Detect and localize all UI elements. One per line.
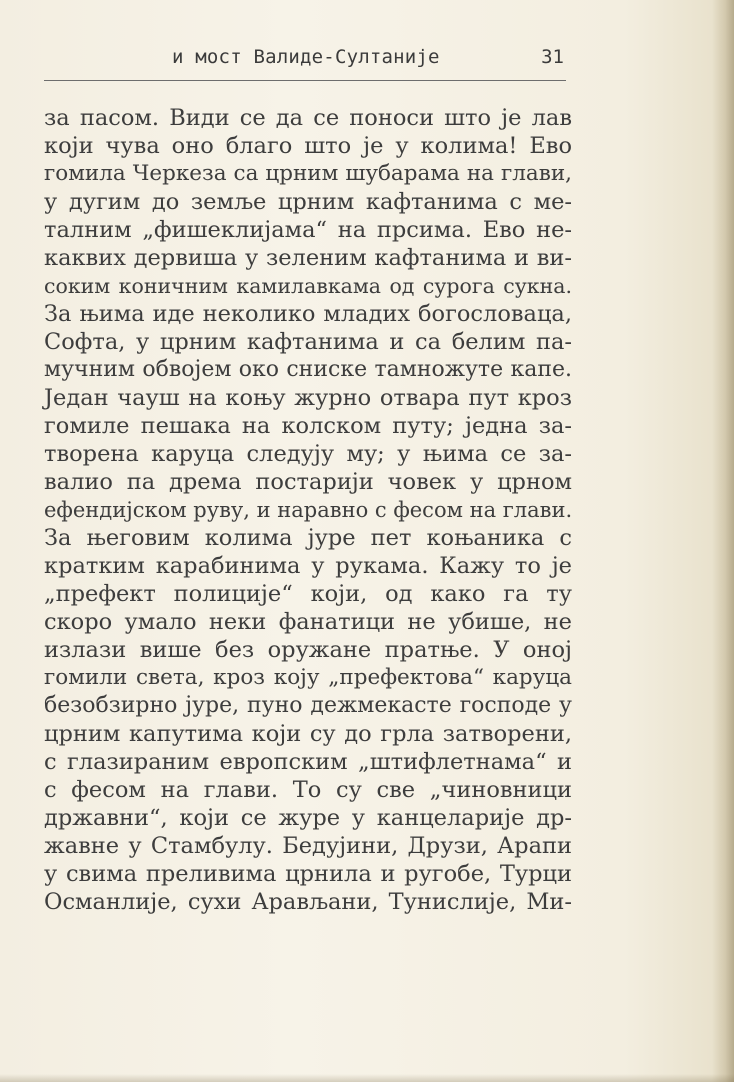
running-title: и мост Валиде-Султаније xyxy=(172,46,440,68)
text-line: кратким карабинима у рукама. Кажу то је xyxy=(44,553,572,579)
page-header xyxy=(44,44,564,80)
text-line: који чува оно благо што је у колима! Ево xyxy=(44,133,572,159)
text-line: соким коничним камилавкама од сурога сукна. xyxy=(44,274,572,298)
header-rule xyxy=(44,80,566,81)
text-line: у свима преливима црнила и ругобе, Турци xyxy=(44,861,572,887)
text-line: Софта, у црним кафтанима и са белим па- xyxy=(44,329,572,355)
page-number: 31 xyxy=(541,46,564,68)
text-line: творена каруца следују му; у њима се за- xyxy=(44,441,572,467)
text-line: За његовим колима јуре пет коњаника с xyxy=(44,525,572,551)
text-line: с глазираним европским „штифлетнама“ и xyxy=(44,749,572,775)
text-line: „префект полиције“ који, од како га ту xyxy=(44,581,572,607)
page-bottom-edge xyxy=(0,1074,734,1082)
text-line: црним капутима који су до грла затворени, xyxy=(44,721,572,747)
text-line: каквих дервиша у зеленим кафтанима и ви- xyxy=(44,245,572,271)
text-line: мучним обвојем око сниске тамножуте капе. xyxy=(44,357,572,382)
text-line: гомиле пешака на колском путу; једна за- xyxy=(44,413,572,439)
page-edge-shadow xyxy=(712,0,734,1082)
body-text xyxy=(44,104,572,916)
text-line: За њима иде неколико младих богословаца, xyxy=(44,301,572,327)
text-line: гомила Черкеза са црним шубарама на глави, xyxy=(44,161,572,186)
text-line: жавне у Стамбулу. Бедујини, Друзи, Арапи xyxy=(44,833,572,859)
text-line: у дугим до земље црним кафтанима с ме- xyxy=(44,189,572,215)
text-line: скоро умало неки фанатици не убише, не xyxy=(44,609,572,635)
text-line: валио па дрема постарији човек у црном xyxy=(44,469,572,495)
text-line: за пасом. Види се да се поноси што је лав xyxy=(44,105,572,131)
text-line: излази више без оружане пратње. У оној xyxy=(44,637,572,663)
text-line: гомили света, кроз коју „префектова“ каруца xyxy=(44,665,572,690)
text-line: ефендијском руву, и наравно с фесом на глави. xyxy=(44,498,573,522)
text-line: безобзирно јуре, пуно дежмекасте господе у xyxy=(44,693,572,718)
text-line: с фесом на глави. То су све „чиновници xyxy=(44,777,572,803)
text-line: Један чауш на коњу журно отвара пут кроз xyxy=(44,385,572,411)
text-line: државни“, који се журе у канцеларије др- xyxy=(44,805,572,831)
text-line: талним „фишеклијама“ на прсима. Ево не- xyxy=(44,217,572,243)
text-line: Османлије, сухи Арављани, Тунислије, Ми- xyxy=(44,889,572,915)
